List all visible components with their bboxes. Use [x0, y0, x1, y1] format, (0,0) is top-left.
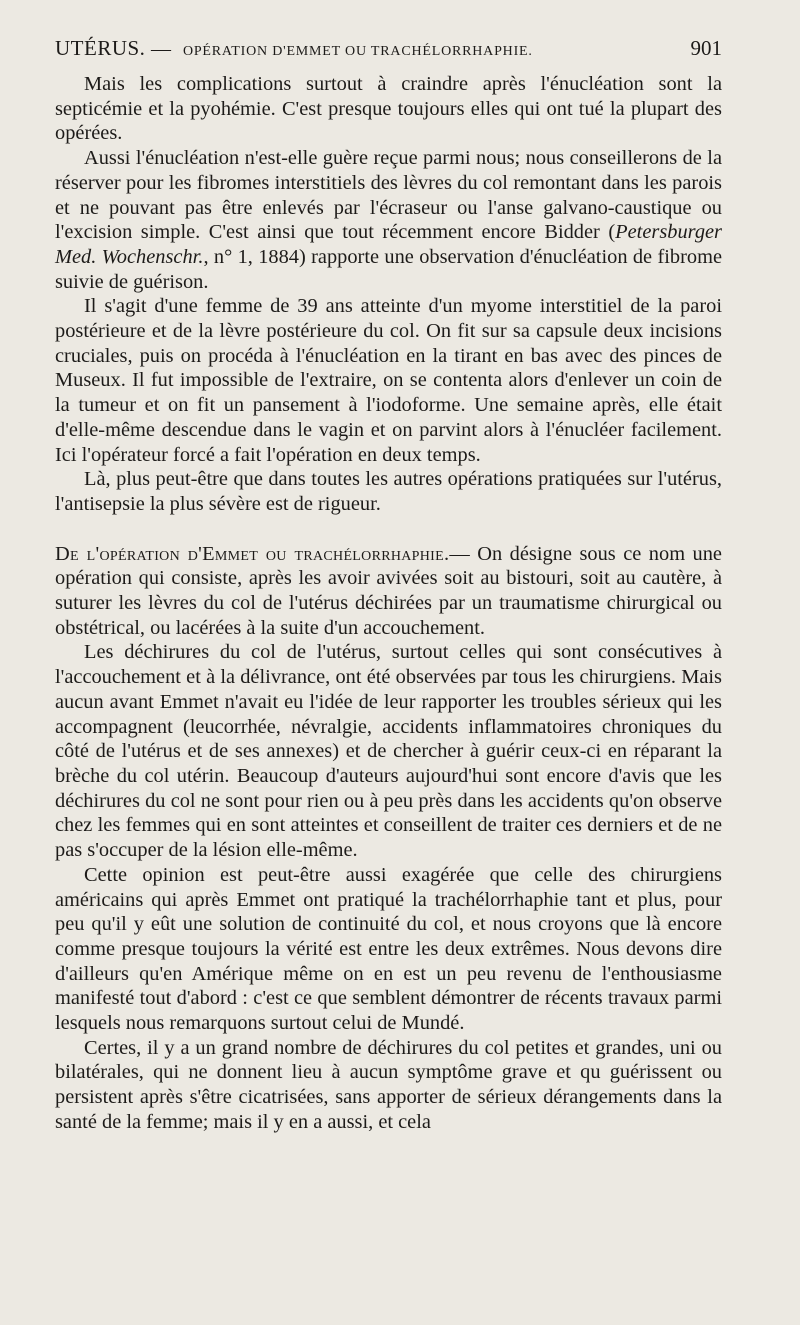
journal-title: Petersburger Med. Wochenschr. [55, 221, 722, 268]
header-dash: — [150, 38, 172, 60]
paragraph-2-end: , n° 1, 1884) rapporte une observation d'énucléation de fibrome suivie de guérison. [55, 245, 722, 293]
section-heading-dash: — [449, 542, 478, 565]
paragraph-2 [55, 146, 722, 294]
paragraph-7: Cette opinion est peut-être aussi exagérée que celle des chirurgiens américains qui après Emmet ont pratiqué la trachélorrhaphie tant et plus, pour peu qu'il y eût une solution de continuité du col, et nous croyons que là encore comme presque toujours la vérité est entre les deux extrêmes. Nous devons dire d'ailleurs qu'en Amérique même on en est un peu revenu de l'enthousiasme manifesté tout d'abord : c'est ce que semblent démontrer de récents travaux parmi lesquels nous remarquons surtout celui de Mundé. [55, 863, 722, 1035]
paragraph-4: Là, plus peut-être que dans toutes les autres opérations pratiquées sur l'utérus, l'antisepsie la plus sévère est de rigueur. [55, 468, 722, 515]
section-heading: De l'opération d'Emmet ou trachélorrhaphie. [55, 542, 450, 565]
paragraph-5 [55, 542, 722, 641]
paragraph-8: Certes, il y a un grand nombre de déchirures du col petites et grandes, uni ou bilatérales, qui ne donnent lieu à aucun symptôme grave et qu guérissent ou persistent après s'être cicatrisées, sans apporter de sérieux dérangements dans la santé de la femme; mais il y en a aussi, et cela [55, 1036, 722, 1133]
chapter-title: UTÉRUS. [55, 36, 146, 60]
paragraph-2-start: Aussi l'énucléation n'est-elle guère reçue parmi nous; nous conseillerons de la réserver pour les fibromes interstitiels des lèvres du col remontant dans les parois et ne pouvant pas être enlevés par l'écraseur ou l'anse galvano-caustique ou l'excision simple. C'est ainsi que tout récemment encore Bidder ( [55, 147, 722, 244]
paragraph-1: Mais les complications surtout à craindre après l'énucléation sont la septicémie et la pyohémie. C'est presque toujours elles qui ont tué la plupart des opérées. [55, 73, 722, 145]
running-title [55, 36, 533, 61]
section-title: OPÉRATION D'EMMET OU TRACHÉLORRHAPHIE. [182, 44, 533, 59]
page-number: 901 [690, 36, 722, 60]
paragraph-6: Les déchirures du col de l'utérus, surtout celles qui sont consécutives à l'accouchement et à la délivrance, ont été observées par tous les chirurgiens. Mais aucun avant Emmet n'avait eu l'idée de leur rapporter les troubles sérieux qui les accompagnent (leucorrhée, névralgie, accidents inflammatoires chroniques du côté de l'utérus et de ses annexes) et de chercher à guérir ceux-ci en réparant la brèche du col utérin. Beaucoup d'auteurs aujourd'hui sont encore d'avis que les déchirures du col ne sont pour rien ou à peu près dans les accidents qu'on observe chez les femmes qui en sont atteintes et conseillent de traiter ces derniers et de ne pas s'occuper de la lésion elle-même. [55, 641, 722, 862]
running-header [55, 36, 722, 66]
paragraph-3: Il s'agit d'une femme de 39 ans atteinte d'un myome interstitiel de la paroi postérieure et de la lèvre postérieure du col. On fit sur sa capsule deux incisions cruciales, puis on procéda à l'énucléation en la tirant en bas avec des pinces de Museux. Il fut impossible de l'extraire, on se contenta alors d'enlever un coin de la tumeur et on fit un pansement à l'iodoforme. Une semaine après, elle était d'elle-même descendue dans le vagin et on parvint alors à l'énucléer facilement. Ici l'opérateur forcé a fait l'opération en deux temps. [55, 295, 722, 466]
paragraph-5-text: On désigne sous ce nom une opération qui consiste, après les avoir avivées soit au bistouri, soit au cautère, à suturer les lèvres du col de l'utérus déchirées par un traumatisme chirurgical ou obstétrical, ou lacérées à la suite d'un accouchement. [55, 542, 722, 639]
body-text [55, 72, 722, 1135]
